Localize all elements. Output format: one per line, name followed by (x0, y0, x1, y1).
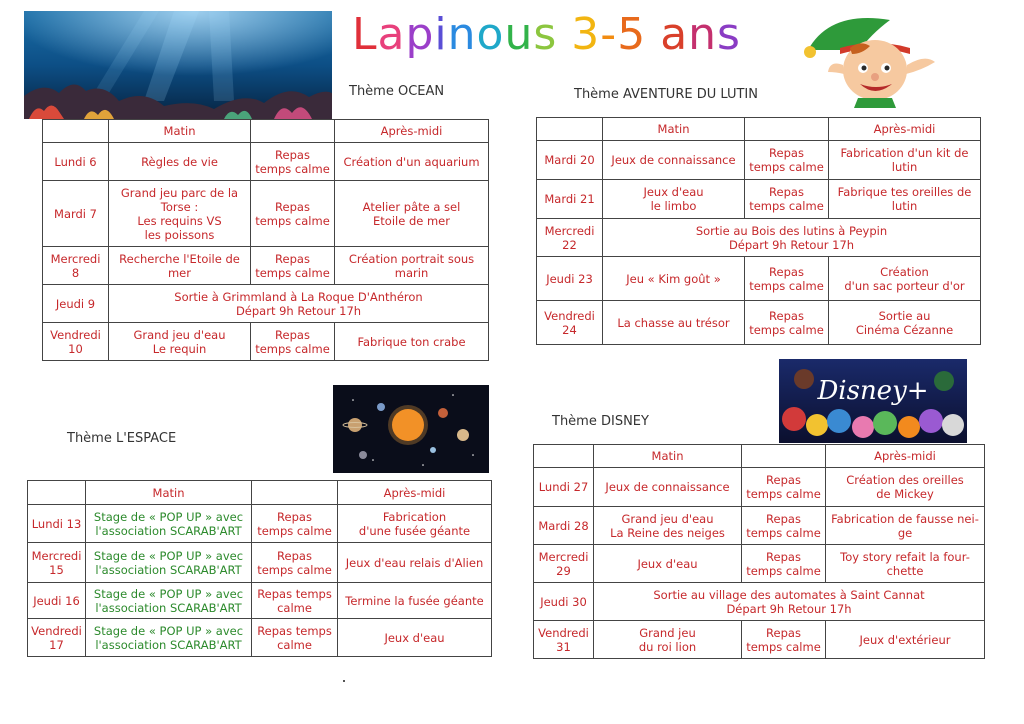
page-title (352, 6, 741, 64)
table-row (28, 619, 492, 657)
title-letter: s (533, 9, 558, 60)
table-row (537, 301, 981, 345)
repas-cell (252, 619, 338, 657)
day-cell (43, 323, 109, 361)
apres-midi-cell (338, 505, 492, 543)
repas-cell (251, 181, 335, 247)
matin-cell (86, 583, 252, 619)
title-letter: o (476, 9, 505, 60)
cell-text: Lundi 6 (54, 154, 97, 169)
cell-text: Jeux d'extérieur (859, 632, 951, 647)
cell-text: Mercredi (31, 548, 82, 563)
cell-text: l'association SCARAB'ART (95, 637, 242, 652)
matin-cell (109, 143, 251, 181)
matin-cell (86, 543, 252, 583)
cell-text: Jeux d'eau (643, 185, 704, 199)
disney-image (779, 359, 967, 443)
table-row (537, 141, 981, 180)
cell-text: Jeux d'eau (384, 630, 445, 645)
day-cell (534, 507, 594, 545)
cell-text: Grand jeu d'eau (133, 327, 226, 342)
header-empty (534, 445, 594, 468)
day-cell (537, 180, 603, 219)
table-row (28, 505, 492, 543)
title-letter: n (447, 9, 477, 60)
cell-text: Atelier pâte a sel (362, 199, 461, 214)
apres-midi-cell (338, 583, 492, 619)
cell-text: temps calme (749, 160, 824, 174)
header-apres-midi: Après-midi (338, 481, 492, 505)
cell-text: Repas (766, 625, 801, 640)
apres-midi-cell (338, 619, 492, 657)
cell-text: calme (277, 637, 312, 652)
cell-text: Jeudi 9 (55, 296, 96, 311)
repas-cell (252, 505, 338, 543)
cell-text: Jeux d'eau relais d'Alien (345, 555, 484, 570)
table-header-row (537, 118, 981, 141)
table-row (28, 583, 492, 619)
header-empty (252, 481, 338, 505)
day-cell (28, 619, 86, 657)
disney-schedule-table (533, 444, 985, 659)
day-cell (537, 257, 603, 301)
cell-text: Sortie au Bois des lutins à Peypin (695, 223, 888, 238)
cell-text: Fabrique ton crabe (357, 334, 466, 349)
repas-cell (745, 301, 829, 345)
cell-text: Lundi 27 (538, 480, 589, 494)
table-row (534, 468, 985, 507)
matin-cell (594, 621, 742, 659)
cell-text: Repas (766, 511, 801, 526)
matin-cell (603, 180, 745, 219)
day-cell (28, 543, 86, 583)
table-header-row (534, 445, 985, 468)
day-cell (534, 621, 594, 659)
title-letter: 3 (571, 9, 601, 60)
cell-text: mer (167, 265, 191, 280)
day-cell (537, 301, 603, 345)
title-letter (557, 6, 571, 64)
title-letter: p (405, 9, 435, 60)
cell-text: Jeux d'eau (637, 556, 698, 571)
cell-text: lutin (891, 199, 918, 213)
cell-text: Stage de « POP UP » avec (93, 586, 244, 601)
cell-text: 17 (49, 637, 64, 652)
cell-text: Jeudi 23 (546, 271, 593, 286)
matin-cell (594, 545, 742, 583)
cell-text: Mardi 21 (544, 192, 595, 206)
apres-midi-cell (826, 507, 985, 545)
title-letter: s (717, 9, 741, 60)
apres-midi-cell (829, 141, 981, 180)
cell-text: temps calme (749, 199, 824, 213)
ocean-schedule-table (42, 119, 489, 361)
matin-cell (603, 301, 745, 345)
cell-text: 22 (562, 237, 577, 252)
repas-cell (745, 141, 829, 180)
table-row (537, 180, 981, 219)
ocean-image (24, 11, 332, 119)
apres-midi-cell (829, 180, 981, 219)
cell-text: marin (394, 265, 429, 280)
solar-system-icon (333, 385, 489, 473)
header-empty (43, 120, 109, 143)
cell-text: Fabrication (382, 509, 447, 524)
cell-text: Fabrication de fausse nei- (831, 511, 979, 526)
cell-text: Repas temps (257, 623, 332, 638)
cell-text: temps calme (255, 161, 330, 176)
cell-text: les poissons (144, 227, 215, 242)
cell-text: Mercredi (544, 223, 595, 238)
cell-text: Départ 9h Retour 17h (235, 303, 362, 318)
day-cell (534, 468, 594, 507)
cell-text: 15 (49, 562, 64, 577)
table-header-row (43, 120, 489, 143)
day-cell (28, 583, 86, 619)
title-letter: a (660, 9, 689, 60)
disney-collage-icon (779, 359, 967, 443)
cell-text: Torse : (160, 199, 199, 214)
day-cell (534, 583, 594, 621)
cell-text: Création (880, 264, 929, 279)
table-row (28, 543, 492, 583)
cell-text: Lundi 13 (31, 516, 82, 531)
espace-schedule-table (27, 480, 492, 657)
cell-text: l'association SCARAB'ART (95, 600, 242, 615)
cell-text: Création d'un aquarium (343, 154, 480, 169)
header-empty (745, 118, 829, 141)
repas-cell (251, 143, 335, 181)
cell-text: Départ 9h Retour 17h (726, 601, 852, 616)
header-empty (28, 481, 86, 505)
cell-text: temps calme (255, 213, 330, 228)
cell-text: Repas temps (257, 586, 332, 601)
apres-midi-cell (826, 621, 985, 659)
table-row (43, 143, 489, 181)
cell-text: Le requin (152, 341, 207, 356)
cell-text: Mardi 20 (544, 153, 595, 167)
cell-text: Termine la fusée géante (345, 593, 484, 608)
apres-midi-cell (826, 468, 985, 507)
cell-text: Repas (769, 185, 804, 199)
header-apres-midi: Après-midi (829, 118, 981, 141)
cell-text: temps calme (255, 265, 330, 280)
cell-text: Repas (769, 146, 804, 160)
repas-cell (745, 180, 829, 219)
apres-midi-cell (335, 323, 489, 361)
outing-cell (603, 219, 981, 257)
title-letter: u (504, 9, 534, 60)
apres-midi-cell (335, 181, 489, 247)
cell-text: Jeux de connaissance (611, 153, 736, 167)
matin-cell (594, 468, 742, 507)
repas-cell (251, 247, 335, 285)
title-letter: i (434, 9, 448, 60)
day-cell (43, 285, 109, 323)
cell-text: Jeu « Kim goût » (626, 271, 721, 286)
theme-espace-label: Thème L'ESPACE (67, 431, 177, 446)
cell-text: Repas (275, 251, 310, 266)
title-letter: 5 (617, 9, 647, 60)
svg-text:Disney+: Disney+ (817, 376, 929, 406)
matin-cell (603, 257, 745, 301)
cell-text: La Reine des neiges (610, 525, 725, 540)
cell-text: lutin (891, 160, 918, 174)
apres-midi-cell (829, 301, 981, 345)
matin-cell (86, 505, 252, 543)
cell-text: temps calme (257, 523, 332, 538)
cell-text: Jeudi 30 (540, 594, 587, 609)
cell-text: Repas (275, 327, 310, 342)
table-row (534, 545, 985, 583)
cell-text: Création des oreilles (846, 473, 964, 487)
cell-text: temps calme (749, 322, 824, 337)
cell-text: d'un sac porteur d'or (844, 278, 965, 293)
day-cell (43, 247, 109, 285)
apres-midi-cell (335, 247, 489, 285)
cell-text: Sortie à Grimmland à La Roque D'Anthéron (174, 289, 423, 304)
cell-text: le limbo (650, 199, 697, 213)
repas-cell (252, 583, 338, 619)
outing-cell (594, 583, 985, 621)
cell-text: Repas (277, 509, 312, 524)
title-letter: L (352, 9, 378, 60)
table-header-row (28, 481, 492, 505)
table-row (534, 583, 985, 621)
day-cell (43, 143, 109, 181)
header-apres-midi: Après-midi (335, 120, 489, 143)
cell-text: Création portrait sous (348, 251, 475, 266)
header-matin: Matin (109, 120, 251, 143)
cell-text: calme (277, 600, 312, 615)
cell-text: 29 (556, 563, 571, 578)
matin-cell (603, 141, 745, 180)
matin-cell (109, 181, 251, 247)
cell-text: temps calme (746, 563, 821, 578)
table-row (537, 257, 981, 301)
cell-text: Repas (275, 199, 310, 214)
cell-text: Grand jeu parc de la (120, 185, 239, 200)
cell-text: du roi lion (638, 639, 697, 654)
cell-text: Stage de « POP UP » avec (93, 623, 244, 638)
cell-text: chette (886, 563, 924, 578)
cell-text: temps calme (749, 278, 824, 293)
table-row (43, 247, 489, 285)
repas-cell (251, 323, 335, 361)
cell-text: Mardi 28 (538, 518, 589, 533)
cell-text: Les requins VS (137, 213, 222, 228)
stray-dot (343, 680, 345, 682)
cell-text: Mardi 7 (54, 206, 97, 221)
apres-midi-cell (338, 543, 492, 583)
cell-text: temps calme (746, 639, 821, 654)
cell-text: Départ 9h Retour 17h (728, 237, 855, 252)
day-cell (537, 219, 603, 257)
cell-text: ge (897, 525, 913, 540)
table-row (43, 285, 489, 323)
cell-text: Sortie au village des automates à Saint Cannat (653, 587, 925, 602)
lutin-schedule-table (536, 117, 981, 345)
theme-disney-label: Thème DISNEY (552, 414, 649, 429)
table-row (534, 507, 985, 545)
theme-lutin-label: Thème AVENTURE DU LUTIN (574, 87, 758, 102)
cell-text: Cinéma Cézanne (855, 322, 954, 337)
cell-text: Repas (275, 147, 310, 162)
table-row (534, 621, 985, 659)
table-row (537, 219, 981, 257)
header-apres-midi: Après-midi (826, 445, 985, 468)
cell-text: Repas (766, 473, 801, 487)
matin-cell (86, 619, 252, 657)
cell-text: Jeux de connaissance (605, 480, 730, 494)
cell-text: temps calme (746, 525, 821, 540)
cell-text: Etoile de mer (373, 213, 450, 228)
repas-cell (742, 621, 826, 659)
cell-text: Mercredi (538, 549, 589, 564)
cell-text: Sortie au (878, 308, 931, 323)
repas-cell (745, 257, 829, 301)
cell-text: La chasse au trésor (617, 315, 730, 330)
matin-cell (109, 247, 251, 285)
cell-text: 10 (68, 341, 83, 356)
elf-image (800, 10, 948, 108)
header-matin: Matin (86, 481, 252, 505)
table-row (43, 323, 489, 361)
title-letter: - (600, 9, 618, 60)
cell-text: temps calme (255, 341, 330, 356)
cell-text: temps calme (257, 562, 332, 577)
cell-text: 8 (71, 265, 80, 280)
cell-text: Vendredi (31, 623, 82, 638)
cell-text: Recherche l'Etoile de (119, 251, 240, 266)
cell-text: 31 (556, 639, 571, 654)
header-matin: Matin (594, 445, 742, 468)
cell-text: d'une fusée géante (358, 523, 471, 538)
cell-text: de Mickey (876, 487, 934, 501)
day-cell (28, 505, 86, 543)
header-empty (537, 118, 603, 141)
header-empty (742, 445, 826, 468)
title-letter: a (377, 9, 406, 60)
matin-cell (109, 323, 251, 361)
cell-text: Stage de « POP UP » avec (93, 509, 244, 524)
cell-text: Stage de « POP UP » avec (93, 548, 244, 563)
day-cell (537, 141, 603, 180)
cell-text: l'association SCARAB'ART (95, 523, 242, 538)
apres-midi-cell (826, 545, 985, 583)
cell-text: Grand jeu d'eau (621, 511, 714, 526)
cell-text: Jeudi 16 (33, 593, 80, 608)
repas-cell (742, 507, 826, 545)
title-letter (646, 6, 660, 64)
cell-text: Fabrication d'un kit de (840, 146, 969, 160)
title-letter: n (688, 9, 718, 60)
repas-cell (742, 468, 826, 507)
elf-cartoon-icon (800, 10, 948, 108)
cell-text: Vendredi (538, 625, 589, 640)
apres-midi-cell (335, 143, 489, 181)
cell-text: Grand jeu (639, 625, 696, 640)
cell-text: Repas (769, 264, 804, 279)
apres-midi-cell (829, 257, 981, 301)
table-row (43, 181, 489, 247)
cell-text: temps calme (746, 487, 821, 501)
cell-text: Repas (277, 548, 312, 563)
cell-text: l'association SCARAB'ART (95, 562, 242, 577)
cell-text: Vendredi (544, 308, 595, 323)
repas-cell (742, 545, 826, 583)
cell-text: Repas (769, 308, 804, 323)
ocean-photo (24, 11, 332, 119)
cell-text: Toy story refait la four- (840, 549, 970, 564)
space-image (333, 385, 489, 473)
day-cell (43, 181, 109, 247)
day-cell (534, 545, 594, 583)
outing-cell (109, 285, 489, 323)
cell-text: Fabrique tes oreilles de (837, 185, 972, 199)
cell-text: Règles de vie (141, 154, 218, 169)
header-matin: Matin (603, 118, 745, 141)
matin-cell (594, 507, 742, 545)
cell-text: 24 (562, 322, 577, 337)
repas-cell (252, 543, 338, 583)
cell-text: Vendredi (50, 327, 101, 342)
theme-ocean-label: Thème OCEAN (349, 84, 445, 99)
header-empty (251, 120, 335, 143)
cell-text: Mercredi (50, 251, 101, 266)
cell-text: Repas (766, 549, 801, 564)
